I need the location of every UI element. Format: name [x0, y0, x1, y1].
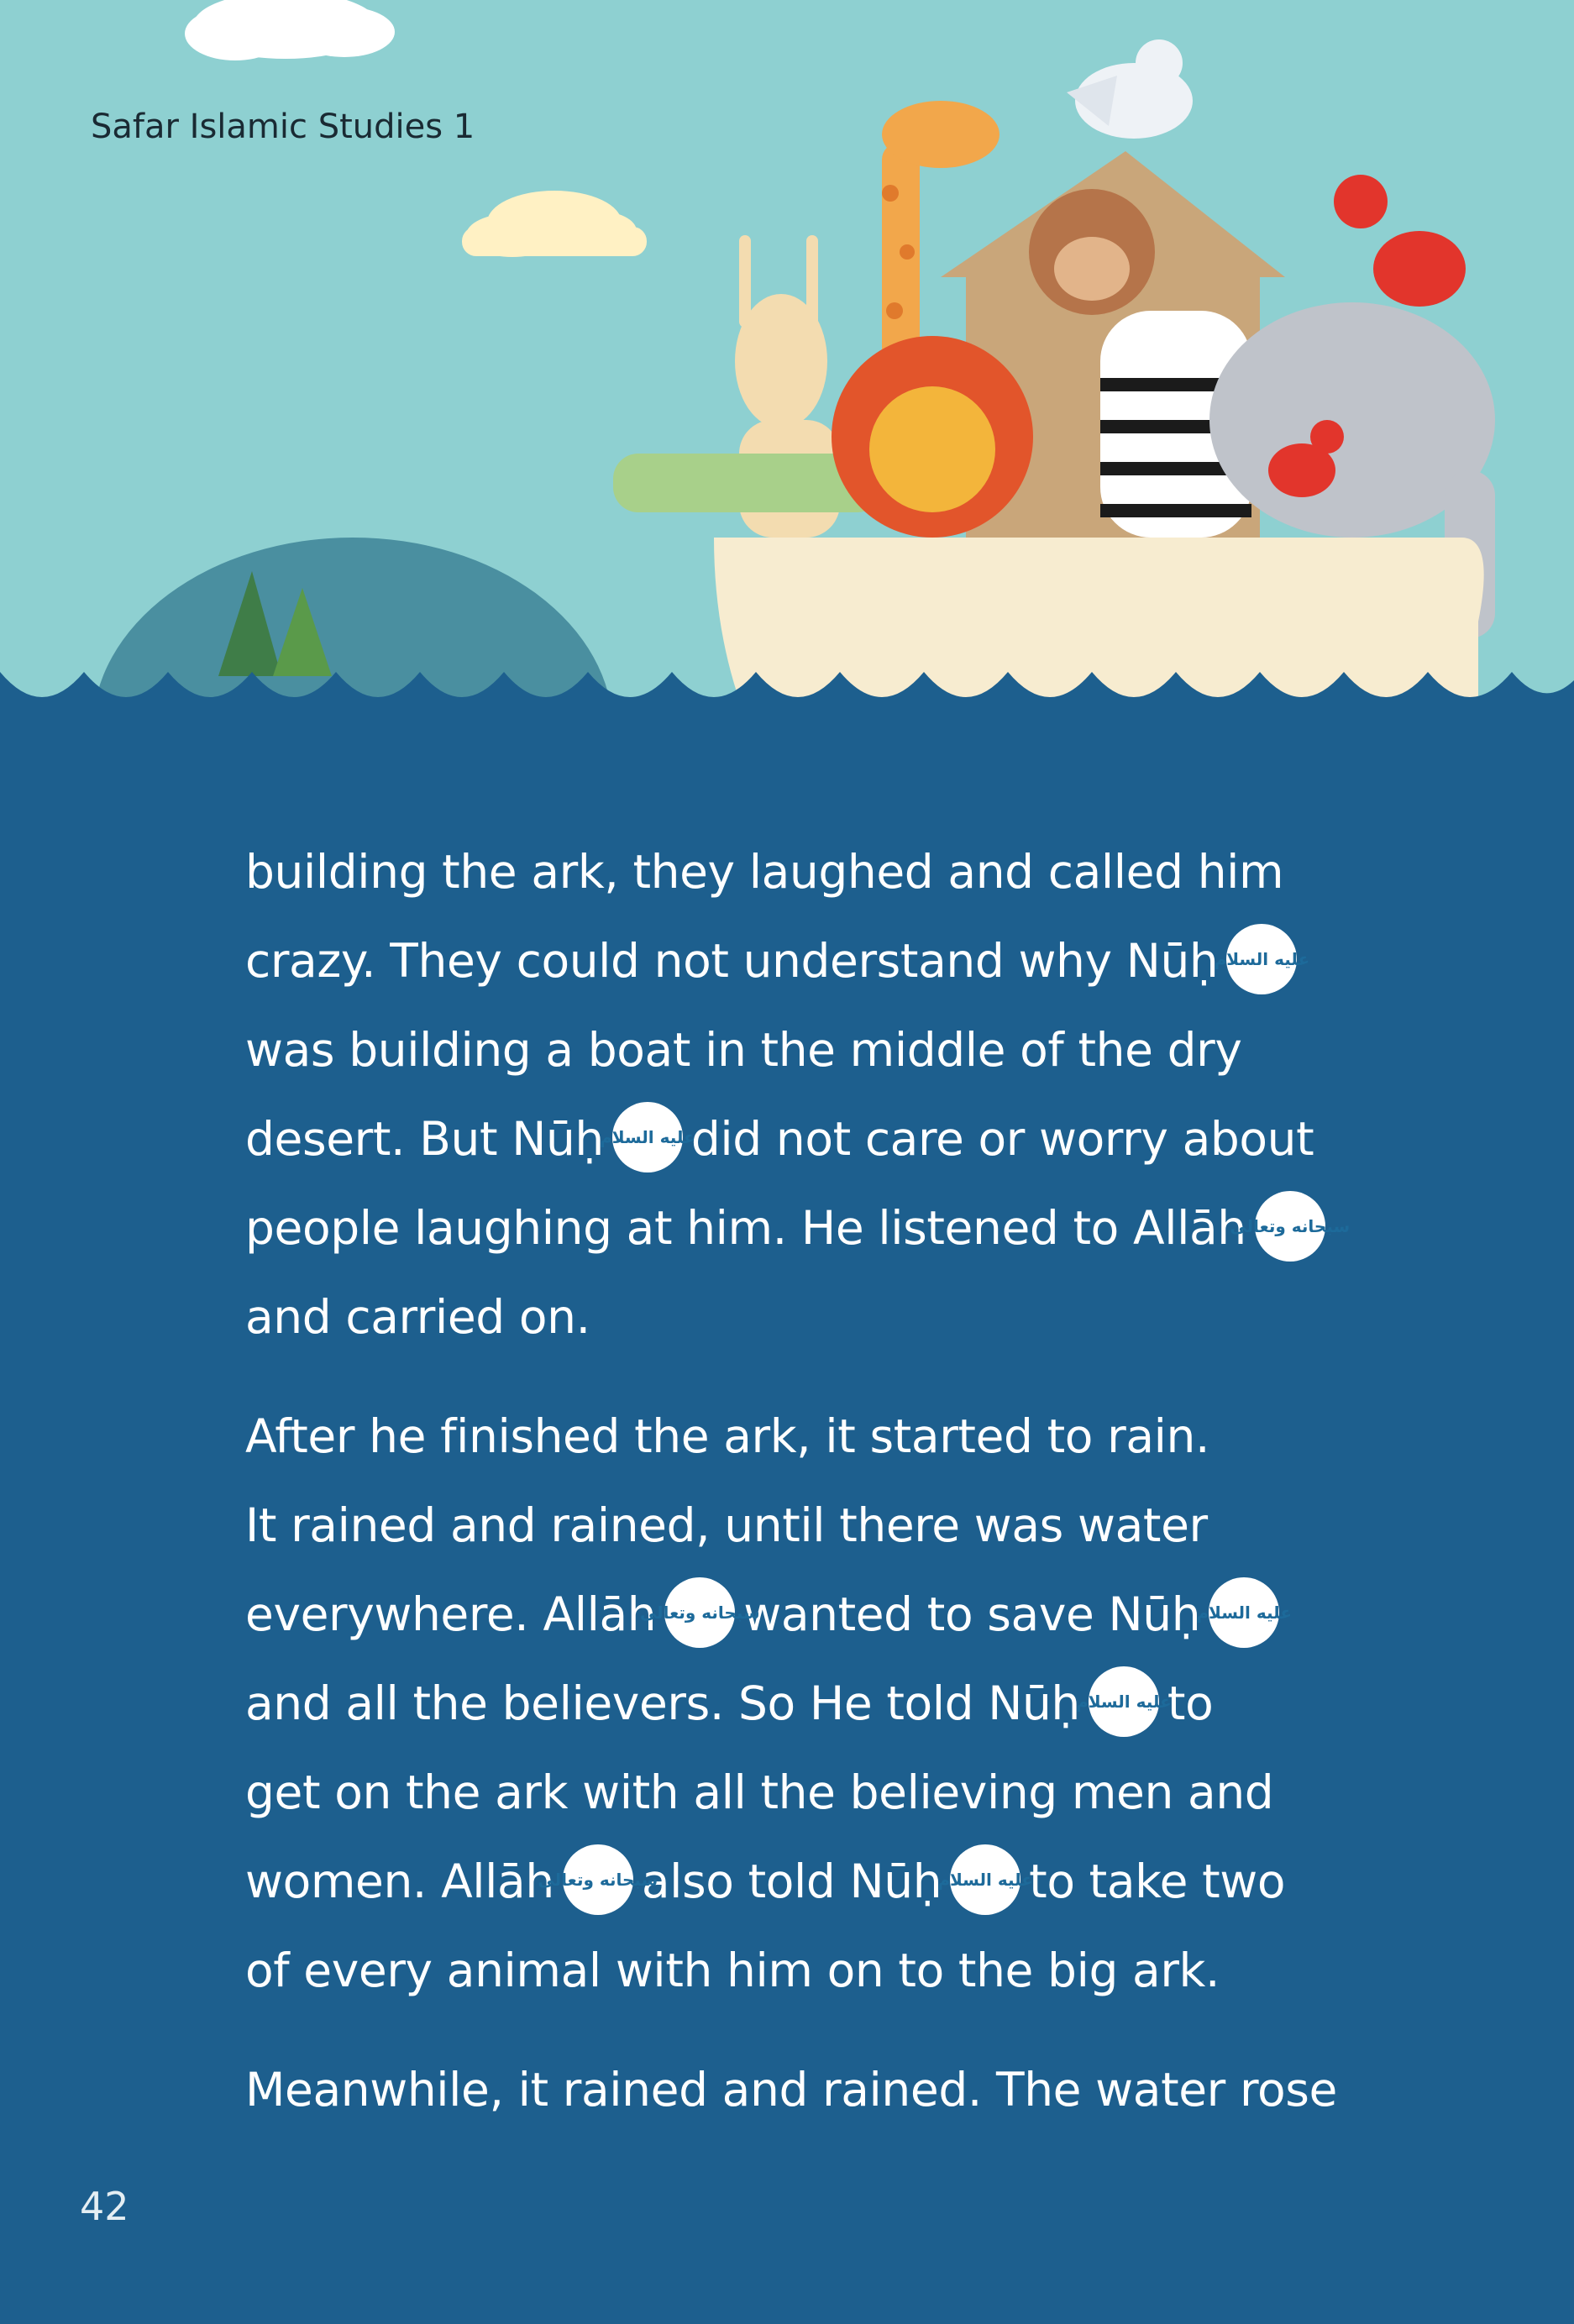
text-segment: It rained and rained, until there was water — [245, 1498, 1208, 1552]
page-number: 42 — [80, 2184, 129, 2229]
subhanahu-seal-icon: سبحانه وتعالى — [1255, 1191, 1325, 1262]
text-line — [245, 1570, 1421, 1659]
text-segment: everywhere. Allāh — [245, 1587, 657, 1641]
text-segment: was building a boat in the middle of the dry — [245, 1023, 1242, 1077]
alayhi-salam-seal-icon: عليه السلام — [612, 1102, 683, 1172]
text-segment: did not care or worry about — [690, 1112, 1314, 1166]
text-line — [245, 1094, 1421, 1183]
text-segment: to — [1167, 1676, 1214, 1730]
story-paragraph — [245, 1392, 1421, 2015]
text-line — [245, 827, 1421, 916]
text-segment: and all the believers. So He told Nūḥ — [245, 1676, 1080, 1730]
cloud-top — [185, 0, 395, 60]
book-title: Safar Islamic Studies 1 — [91, 108, 475, 146]
text-segment: crazy. They could not understand why Nūḥ — [245, 934, 1219, 988]
text-segment: and carried on. — [245, 1290, 590, 1344]
cloud-left — [462, 191, 647, 257]
alayhi-salam-seal-icon: عليه السلام — [1089, 1666, 1159, 1737]
text-segment: people laughing at him. He listened to Allāh — [245, 1201, 1246, 1255]
story-text — [245, 827, 1421, 2164]
alayhi-salam-seal-icon: عليه السلام — [950, 1844, 1020, 1915]
subhanahu-seal-icon: سبحانه وتعالى — [664, 1577, 735, 1648]
text-line — [245, 916, 1421, 1005]
text-segment: After he finished the ark, it started to rain. — [245, 1409, 1210, 1463]
text-line — [245, 1659, 1421, 1748]
text-line — [245, 1272, 1421, 1361]
alayhi-salam-seal-icon: عليه السلام — [1226, 924, 1297, 994]
text-line — [245, 1392, 1421, 1481]
text-line — [245, 1183, 1421, 1272]
alayhi-salam-seal-icon: عليه السلام — [1209, 1577, 1279, 1648]
lion — [832, 336, 1033, 538]
text-segment: get on the ark with all the believing men and — [245, 1765, 1274, 1819]
text-line — [245, 2045, 1421, 2134]
text-line — [245, 1926, 1421, 2015]
text-line — [245, 1748, 1421, 1837]
text-segment: Meanwhile, it rained and rained. The water rose — [245, 2063, 1337, 2117]
monkey — [1029, 189, 1155, 315]
text-line — [245, 1481, 1421, 1570]
subhanahu-seal-icon: سبحانه وتعالى — [563, 1844, 633, 1915]
text-line — [245, 1837, 1421, 1926]
story-paragraph — [245, 827, 1421, 1361]
story-paragraph — [245, 2045, 1421, 2134]
text-segment: to take two — [1029, 1854, 1286, 1908]
dove — [1067, 39, 1193, 139]
text-segment: building the ark, they laughed and called him — [245, 845, 1284, 899]
text-segment: wanted to save Nūḥ — [743, 1587, 1201, 1641]
text-line — [245, 1005, 1421, 1094]
text-segment: women. Allāh — [245, 1854, 554, 1908]
red-bird-top — [1334, 175, 1466, 307]
text-segment: also told Nūḥ — [641, 1854, 942, 1908]
text-segment: of every animal with him on to the big ark. — [245, 1944, 1220, 1997]
text-segment: desert. But Nūḥ — [245, 1112, 604, 1166]
